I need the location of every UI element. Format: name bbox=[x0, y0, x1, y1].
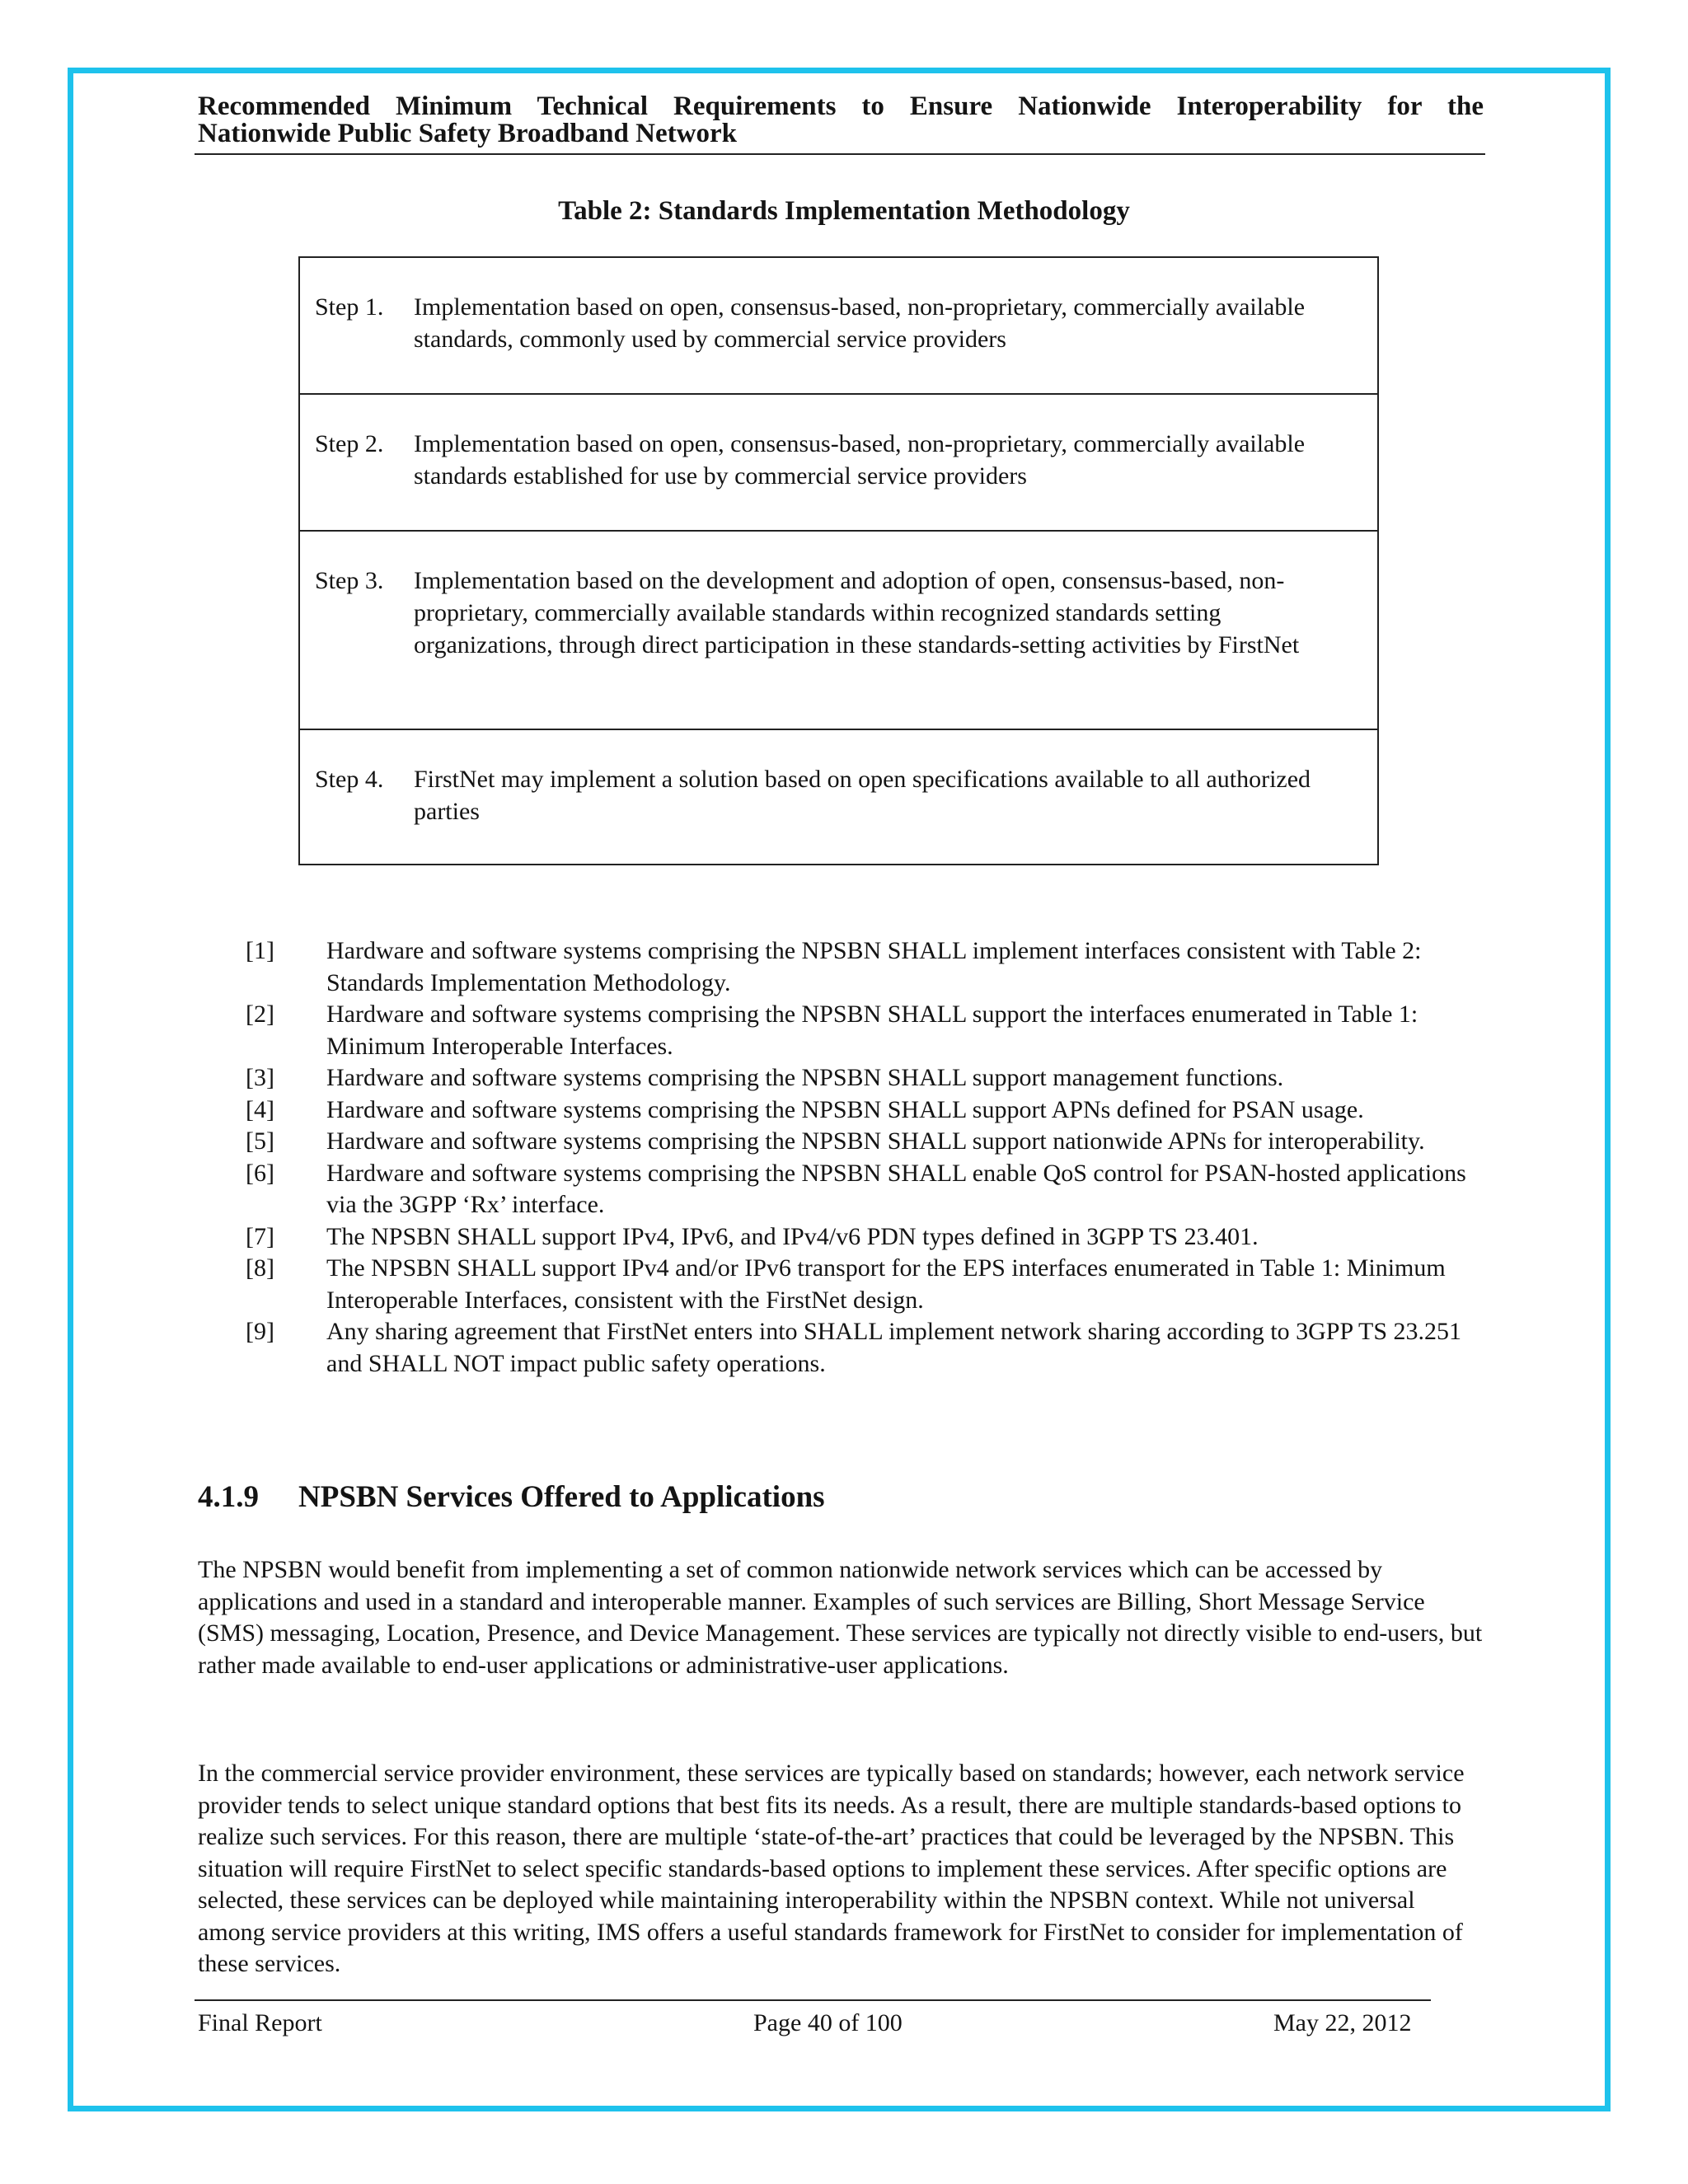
document-header-title bbox=[198, 93, 1484, 148]
footer-date: May 22, 2012 bbox=[1273, 2009, 1412, 2036]
header-title-line-2: Nationwide Public Safety Broadband Network bbox=[198, 119, 737, 148]
section-heading bbox=[198, 1479, 825, 1515]
requirement-text: Hardware and software systems comprising the NPSBN SHALL implement interfaces consistent with Table 2: Standards Implementation Methodology. bbox=[326, 937, 1422, 996]
table-row-step-2 bbox=[300, 395, 1377, 532]
list-item bbox=[246, 1221, 1498, 1254]
requirement-number: [3] bbox=[246, 1064, 274, 1091]
step-text: Implementation based on the development and adoption of open, consensus-based, non-proprietary, commercially available standards within recognized standards setting organizations, through direct participation in these standards-setting activities by FirstNet bbox=[414, 567, 1300, 658]
header-title-line-1: Recommended Minimum Technical Requirements to Ensure Nationwide Interoperability for the bbox=[198, 91, 1484, 121]
table-row-step-1 bbox=[300, 258, 1377, 395]
list-item bbox=[246, 1094, 1498, 1127]
list-item bbox=[246, 1158, 1498, 1221]
list-item bbox=[246, 1316, 1498, 1380]
step-label: Step 4. bbox=[315, 766, 384, 793]
body-paragraph-2: In the commercial service provider environment, these services are typically based on standards; however, each network service provider tends to select unique standard options that best fits its needs. As a result, there are multiple standards-based options to realize such services. For this reason, there are multiple ‘state-of-the-art’ practices that could be leveraged by the NPSBN. This situation will require FirstNet to select specific standards-based options to implement these services. After specific options are selected, these services can be deployed while maintaining interoperability within the NPSBN context. While not universal among service providers at this writing, IMS offers a useful standards framework for FirstNet to consider for implementation of these services. bbox=[198, 1760, 1465, 1977]
step-text: Implementation based on open, consensus-based, non-proprietary, commercially available standards established for use by commercial service providers bbox=[414, 430, 1306, 490]
requirement-number: [8] bbox=[246, 1254, 274, 1282]
standards-methodology-table bbox=[298, 256, 1379, 865]
requirement-number: [7] bbox=[246, 1222, 274, 1250]
footer-page-number: Page 40 of 100 bbox=[753, 2009, 903, 2036]
step-text: Implementation based on open, consensus-based, non-proprietary, commercially available standards, commonly used by commercial service providers bbox=[414, 293, 1306, 353]
step-label: Step 3. bbox=[315, 567, 384, 594]
requirement-text: Hardware and software systems comprising the NPSBN SHALL support management functions. bbox=[326, 1064, 1284, 1091]
header-divider bbox=[195, 153, 1485, 155]
step-text: FirstNet may implement a solution based on open specifications available to all authorized parties bbox=[414, 766, 1311, 825]
list-item bbox=[246, 999, 1498, 1062]
step-label: Step 2. bbox=[315, 430, 384, 457]
requirement-text: The NPSBN SHALL support IPv4, IPv6, and IPv4/v6 PDN types defined in 3GPP TS 23.401. bbox=[326, 1222, 1259, 1250]
requirement-number: [5] bbox=[246, 1127, 274, 1155]
requirement-text: Hardware and software systems comprising the NPSBN SHALL support APNs defined for PSAN usage. bbox=[326, 1095, 1364, 1123]
list-item bbox=[246, 1253, 1498, 1316]
requirement-text: Hardware and software systems comprising the NPSBN SHALL support nationwide APNs for interoperability. bbox=[326, 1127, 1425, 1155]
list-item bbox=[246, 1062, 1498, 1094]
requirement-number: [1] bbox=[246, 937, 274, 964]
requirements-list bbox=[246, 935, 1498, 1380]
table-row-step-4 bbox=[300, 730, 1377, 864]
table-caption: Table 2: Standards Implementation Methodology bbox=[558, 196, 1130, 226]
requirement-text: Any sharing agreement that FirstNet enters into SHALL implement network sharing according to 3GPP TS 23.251 and SHALL NOT impact public safety operations. bbox=[326, 1318, 1461, 1377]
requirement-text: Hardware and software systems comprising the NPSBN SHALL enable QoS control for PSAN-hosted applications via the 3GPP ‘Rx’ interface. bbox=[326, 1159, 1466, 1218]
requirement-number: [9] bbox=[246, 1318, 274, 1345]
body-paragraph-1: The NPSBN would benefit from implementing a set of common nationwide network services which can be accessed by applications and used in a standard and interoperable manner. Examples of such services are Billing, Short Message Service (SMS) messaging, Location, Presence, and Device Management. These services are typically not directly visible to end-users, but rather made available to end-user applications or administrative-user applications. bbox=[198, 1556, 1483, 1679]
footer-divider bbox=[195, 1999, 1431, 2001]
section-title: NPSBN Services Offered to Applications bbox=[298, 1480, 825, 1514]
step-label: Step 1. bbox=[315, 293, 384, 321]
requirement-number: [2] bbox=[246, 1001, 274, 1028]
footer-left: Final Report bbox=[198, 2009, 322, 2036]
requirement-text: The NPSBN SHALL support IPv4 and/or IPv6 transport for the EPS interfaces enumerated in Table 1: Minimum Interoperable Interfaces, consistent with the FirstNet design. bbox=[326, 1254, 1446, 1314]
table-row-step-3 bbox=[300, 532, 1377, 730]
requirement-text: Hardware and software systems comprising the NPSBN SHALL support the interfaces enumerated in Table 1: Minimum Interoperable Interfaces. bbox=[326, 1001, 1418, 1060]
list-item bbox=[246, 935, 1498, 999]
section-number: 4.1.9 bbox=[198, 1480, 259, 1514]
list-item bbox=[246, 1126, 1498, 1158]
requirement-number: [6] bbox=[246, 1159, 274, 1187]
requirement-number: [4] bbox=[246, 1095, 274, 1123]
